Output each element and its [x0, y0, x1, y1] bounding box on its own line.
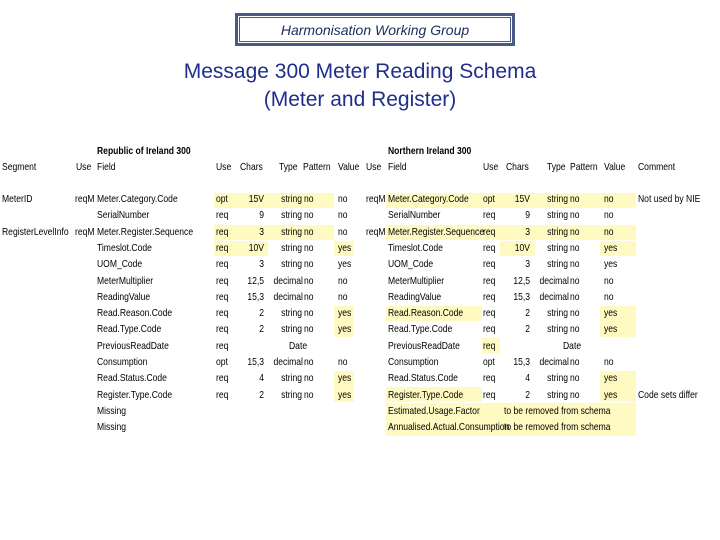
cell-chars: 15,3: [247, 291, 264, 303]
cell-nichars: 9: [525, 210, 530, 222]
cell-nival: no: [604, 357, 614, 368]
cell-nifield: PreviousReadDate: [388, 340, 460, 352]
cell-val: [338, 339, 358, 355]
cell-u2: [216, 420, 236, 436]
cell-nipat: no: [570, 324, 580, 336]
cell-comment: [638, 404, 709, 420]
cell-nitype: [539, 420, 568, 436]
cell-nitype: string: [547, 226, 568, 238]
cell-nipat: [570, 420, 590, 436]
cell-niuse: [366, 290, 384, 306]
header-pattern: Pattern: [303, 162, 331, 173]
cell-chars: 2: [259, 324, 264, 336]
cell-comment: [638, 420, 709, 436]
cell-niuse: [366, 355, 384, 371]
cell-type: string: [281, 373, 302, 385]
cell-nichars: 3: [525, 259, 530, 271]
cell-comment: [638, 225, 709, 241]
cell-field: Register.Type.Code: [97, 389, 173, 401]
cell-nichars: 15V: [514, 194, 530, 205]
cell-comment: [638, 339, 709, 355]
cell-nival: no: [604, 210, 614, 222]
cell-nitype: string: [547, 324, 568, 336]
cell-niuse: reqM: [366, 194, 386, 205]
cell-u2: req: [216, 291, 229, 303]
cell-field: Missing: [97, 422, 127, 434]
cell-comment: [638, 322, 709, 338]
cell-nival: yes: [604, 324, 618, 336]
cell-chars: 10V: [248, 242, 264, 254]
cell-segment: [2, 404, 64, 420]
cell-nipat: no: [570, 373, 580, 385]
cell-nival: [604, 339, 624, 355]
cell-nitype: string: [547, 259, 568, 271]
cell-nifield: Meter.Category.Code: [388, 194, 469, 205]
cell-comment: [638, 241, 709, 257]
cell-segment: [2, 420, 64, 436]
cell-nipat: no: [570, 389, 580, 401]
cell-type: [273, 404, 302, 420]
cell-comment: Code sets differ: [638, 389, 698, 401]
header-ni-value: Value: [604, 162, 626, 173]
cell-niu2: req: [483, 242, 496, 254]
cell-chars: [242, 420, 264, 436]
cell-segment: [2, 371, 64, 387]
cell-pat: no: [304, 308, 314, 320]
cell-nifield: SerialNumber: [388, 210, 441, 222]
cell-val: no: [338, 210, 348, 222]
cell-field: MeterMultiplier: [97, 275, 154, 287]
cell-comment: [638, 257, 709, 273]
cell-nitype: string: [547, 210, 568, 222]
cell-comment: Not used by NIE: [638, 194, 701, 205]
header-comment: Comment: [638, 162, 676, 173]
cell-use: [75, 241, 93, 257]
title-line-2: (Meter and Register): [263, 88, 457, 111]
cell-chars: [242, 404, 264, 420]
cell-nifield: Timeslot.Code: [388, 242, 443, 254]
cell-nitype: decimal: [539, 291, 569, 303]
cell-nival: no: [604, 226, 614, 238]
cell-use: [75, 306, 93, 322]
cell-nipat: [570, 339, 590, 355]
cell-use: [75, 420, 93, 436]
cell-nipat: [570, 404, 590, 420]
cell-segment: RegisterLevelInfo: [2, 226, 69, 238]
cell-nifield: Register.Type.Code: [388, 389, 464, 401]
cell-pat: no: [304, 324, 314, 336]
cell-nipat: no: [570, 210, 580, 222]
cell-u2: req: [216, 242, 229, 254]
cell-pat: no: [304, 389, 314, 401]
cell-comment: [638, 355, 709, 371]
cell-val: yes: [338, 308, 352, 320]
cell-val: yes: [338, 242, 352, 254]
cell-field: Meter.Register.Sequence: [97, 226, 194, 238]
cell-niu2: req: [483, 340, 496, 352]
cell-nival: [604, 420, 624, 436]
cell-segment: [2, 306, 64, 322]
cell-nival: no: [604, 194, 614, 205]
cell-use: [75, 404, 93, 420]
cell-comment: [638, 274, 709, 290]
cell-type: decimal: [273, 275, 303, 287]
ni-section-title: Northern Ireland 300: [388, 146, 472, 157]
cell-segment: [2, 274, 64, 290]
cell-pat: [304, 339, 324, 355]
cell-field: SerialNumber: [97, 210, 150, 222]
cell-nichars: 12,5: [513, 275, 530, 287]
cell-nipat: no: [570, 242, 580, 254]
cell-comment: [638, 371, 709, 387]
cell-nitype: [539, 404, 568, 420]
cell-niuse: [366, 371, 384, 387]
cell-type: string: [281, 242, 302, 254]
cell-nitype: decimal: [539, 275, 569, 287]
cell-nipat: no: [570, 357, 580, 368]
cell-u2: req: [216, 324, 229, 336]
header-segment: Segment: [2, 162, 37, 173]
cell-segment: [2, 208, 64, 224]
cell-segment: [2, 322, 64, 338]
cell-comment: [638, 290, 709, 306]
cell-nival: [604, 404, 624, 420]
header-use: Use: [76, 162, 92, 173]
header-chars: Chars: [240, 162, 263, 173]
cell-niuse: [366, 306, 384, 322]
cell-val: no: [338, 275, 348, 287]
cell-chars: 15V: [248, 194, 264, 205]
cell-pat: no: [304, 373, 314, 385]
cell-field: PreviousReadDate: [97, 340, 169, 352]
cell-val: yes: [338, 259, 352, 271]
cell-segment: [2, 257, 64, 273]
cell-chars: 12,5: [247, 275, 264, 287]
cell-use: reqM: [75, 194, 95, 205]
cell-niu2: to be removed from schema: [504, 405, 611, 417]
cell-nival: yes: [604, 259, 618, 271]
cell-chars: 2: [259, 389, 264, 401]
cell-pat: no: [304, 194, 314, 205]
cell-niuse: [366, 208, 384, 224]
header-ni-pattern: Pattern: [570, 162, 598, 173]
cell-u2: req: [216, 210, 229, 222]
cell-niuse: [366, 322, 384, 338]
cell-nipat: no: [570, 291, 580, 303]
cell-u2: req: [216, 389, 229, 401]
cell-nival: yes: [604, 389, 618, 401]
cell-nival: yes: [604, 242, 618, 254]
cell-niuse: [366, 241, 384, 257]
cell-niu2: req: [483, 308, 496, 320]
cell-nitype: decimal: [539, 357, 569, 368]
cell-type: string: [281, 308, 302, 320]
cell-type: decimal: [273, 291, 303, 303]
cell-nitype: string: [547, 242, 568, 254]
header-field: Field: [97, 162, 116, 173]
cell-field: Missing: [97, 405, 127, 417]
cell-nival: no: [604, 291, 614, 303]
title-line-1: Message 300 Meter Reading Schema: [183, 60, 537, 83]
cell-nipat: no: [570, 226, 580, 238]
cell-nichars: 10V: [514, 242, 530, 254]
cell-val: yes: [338, 373, 352, 385]
cell-use: [75, 274, 93, 290]
cell-nichars: 15,3: [513, 291, 530, 303]
cell-niu2: req: [483, 275, 496, 287]
cell-comment: [638, 208, 709, 224]
cell-pat: no: [304, 242, 314, 254]
cell-chars: 15,3: [247, 357, 264, 368]
cell-segment: MeterID: [2, 194, 33, 205]
cell-chars: 9: [259, 210, 264, 222]
cell-val: no: [338, 194, 348, 205]
cell-pat: no: [304, 291, 314, 303]
cell-nifield: Read.Status.Code: [388, 373, 458, 385]
cell-segment: [2, 290, 64, 306]
cell-nichars: 2: [525, 308, 530, 320]
cell-use: [75, 355, 93, 371]
cell-nichars: 4: [525, 373, 530, 385]
cell-use: [75, 257, 93, 273]
cell-niu2: opt: [483, 357, 495, 368]
cell-u2: req: [216, 373, 229, 385]
cell-field: Read.Reason.Code: [97, 308, 173, 320]
cell-niu2: to be removed from schema: [504, 422, 611, 434]
header-type: Type: [279, 162, 298, 173]
cell-nifield: UOM_Code: [388, 259, 434, 271]
cell-u2: req: [216, 308, 229, 320]
header-ni-type: Type: [547, 162, 566, 173]
cell-nifield: MeterMultiplier: [388, 275, 445, 287]
cell-niu2: req: [483, 324, 496, 336]
cell-use: [75, 371, 93, 387]
cell-type: string: [281, 210, 302, 222]
cell-u2: req: [216, 340, 229, 352]
cell-nifield: Annualised.Actual.Consumption: [388, 422, 510, 434]
cell-type: string: [281, 324, 302, 336]
cell-field: ReadingValue: [97, 291, 151, 303]
cell-niuse: [366, 404, 384, 420]
cell-nifield: ReadingValue: [388, 291, 442, 303]
cell-field: Read.Status.Code: [97, 373, 167, 385]
cell-chars: 3: [259, 259, 264, 271]
cell-u2: opt: [216, 194, 228, 205]
cell-use: [75, 290, 93, 306]
header-use-2: Use: [216, 162, 232, 173]
cell-type: [273, 420, 302, 436]
cell-niu2: req: [483, 226, 496, 238]
header-ni-use-2: Use: [483, 162, 499, 173]
cell-field: Timeslot.Code: [97, 242, 152, 254]
cell-nipat: no: [570, 259, 580, 271]
cell-field: Consumption: [97, 357, 148, 368]
cell-niu2: opt: [483, 194, 495, 205]
cell-nifield: Read.Type.Code: [388, 324, 453, 336]
cell-nival: yes: [604, 308, 618, 320]
cell-nival: no: [604, 275, 614, 287]
cell-nitype: string: [547, 389, 568, 401]
cell-nipat: no: [570, 194, 580, 205]
cell-nichars: [508, 339, 530, 355]
cell-type: string: [281, 226, 302, 238]
cell-nitype: string: [547, 194, 568, 205]
cell-nichars: [508, 420, 530, 436]
cell-type: string: [281, 194, 302, 205]
cell-nifield: Read.Reason.Code: [388, 308, 464, 320]
cell-chars: 4: [259, 373, 264, 385]
cell-nitype: Date: [563, 340, 582, 352]
cell-val: yes: [338, 324, 352, 336]
cell-val: no: [338, 357, 348, 368]
cell-nichars: 2: [525, 324, 530, 336]
cell-niuse: [366, 274, 384, 290]
cell-pat: no: [304, 357, 314, 368]
cell-use: [75, 322, 93, 338]
cell-segment: [2, 241, 64, 257]
cell-nifield: Meter.Register.Sequence: [388, 226, 485, 238]
cell-nitype: string: [547, 308, 568, 320]
cell-pat: no: [304, 259, 314, 271]
cell-pat: [304, 404, 324, 420]
cell-niuse: [366, 257, 384, 273]
cell-chars: [242, 339, 264, 355]
header-ni-field: Field: [388, 162, 407, 173]
cell-chars: 2: [259, 308, 264, 320]
cell-niu2: req: [483, 210, 496, 222]
cell-val: [338, 404, 358, 420]
cell-val: no: [338, 226, 348, 238]
cell-type: string: [281, 259, 302, 271]
cell-field: Read.Type.Code: [97, 324, 162, 336]
cell-pat: no: [304, 226, 314, 238]
cell-use: reqM: [75, 226, 95, 238]
header-ni-chars: Chars: [506, 162, 529, 173]
cell-segment: [2, 355, 64, 371]
cell-nichars: 3: [525, 226, 530, 238]
cell-val: [338, 420, 358, 436]
cell-u2: [216, 404, 236, 420]
roi-section-title: Republic of Ireland 300: [97, 146, 191, 157]
cell-pat: [304, 420, 324, 436]
cell-type: string: [281, 389, 302, 401]
cell-val: no: [338, 291, 348, 303]
cell-use: [75, 208, 93, 224]
cell-nichars: 15,3: [513, 357, 530, 368]
cell-niu2: req: [483, 389, 496, 401]
cell-nipat: no: [570, 275, 580, 287]
cell-segment: [2, 388, 64, 404]
cell-niuse: [366, 420, 384, 436]
cell-chars: 3: [259, 226, 264, 238]
banner-text: Harmonisation Working Group: [280, 21, 470, 38]
cell-type: decimal: [273, 357, 303, 368]
cell-segment: [2, 339, 64, 355]
header-value: Value: [338, 162, 360, 173]
cell-use: [75, 388, 93, 404]
cell-niuse: [366, 388, 384, 404]
cell-niu2: req: [483, 373, 496, 385]
cell-nifield: Consumption: [388, 357, 439, 368]
cell-nifield: Estimated.Usage.Factor: [388, 405, 480, 417]
header-ni-use: Use: [366, 162, 382, 173]
cell-nitype: string: [547, 373, 568, 385]
cell-niuse: reqM: [366, 226, 386, 238]
cell-field: UOM_Code: [97, 259, 143, 271]
cell-type: Date: [289, 340, 308, 352]
cell-pat: no: [304, 210, 314, 222]
cell-pat: no: [304, 275, 314, 287]
cell-use: [75, 339, 93, 355]
cell-nichars: [508, 404, 530, 420]
cell-comment: [638, 306, 709, 322]
cell-u2: req: [216, 226, 229, 238]
cell-u2: opt: [216, 357, 228, 368]
cell-nival: yes: [604, 373, 618, 385]
cell-nichars: 2: [525, 389, 530, 401]
cell-nipat: no: [570, 308, 580, 320]
cell-u2: req: [216, 259, 229, 271]
cell-val: yes: [338, 389, 352, 401]
cell-niuse: [366, 339, 384, 355]
cell-u2: req: [216, 275, 229, 287]
cell-niu2: req: [483, 259, 496, 271]
cell-field: Meter.Category.Code: [97, 194, 178, 205]
cell-niu2: req: [483, 291, 496, 303]
